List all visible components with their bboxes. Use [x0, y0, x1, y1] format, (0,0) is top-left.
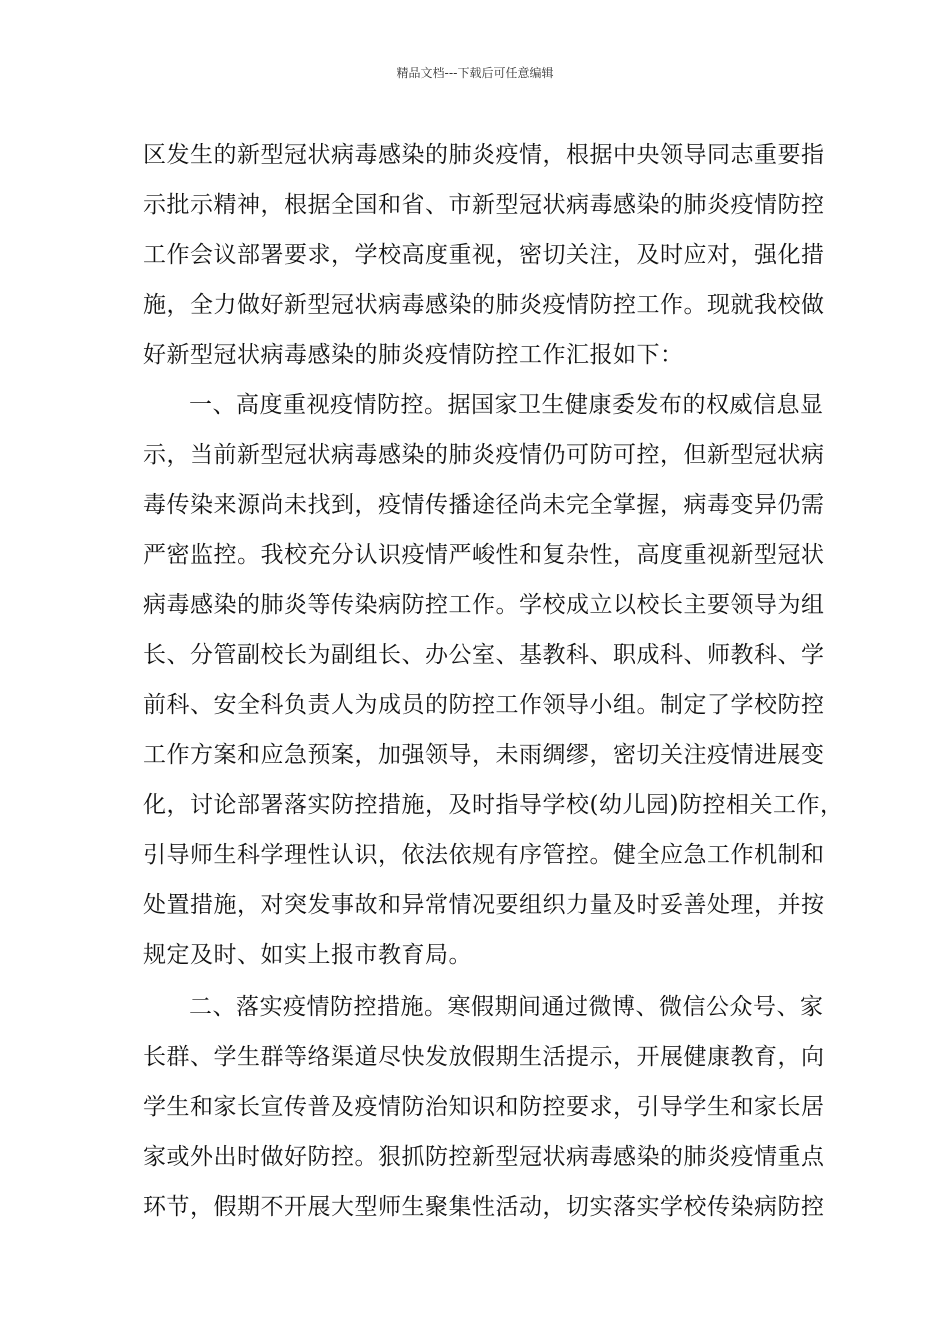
text-line: 二、落实疫情防控措施。寒假期间通过微博、微信公众号、家	[189, 994, 824, 1020]
text-line: 工作方案和应急预案，加强领导，未雨绸缪，密切关注疫情进展变	[143, 742, 825, 768]
page-header: 精品文档---下载后可任意编辑	[396, 66, 554, 80]
text-line: 学生和家长宣传普及疫情防治知识和防控要求，引导学生和家长居	[143, 1094, 825, 1120]
paragraph-intro	[143, 130, 825, 380]
text-line: 病毒感染的肺炎等传染病防控工作。学校成立以校长主要领导为组	[143, 592, 825, 618]
document-body	[143, 130, 844, 1232]
text-line: 环节，假期不开展大型师生聚集性活动，切实落实学校传染病防控	[143, 1194, 825, 1220]
text-line: 施，全力做好新型冠状病毒感染的肺炎疫情防控工作。现就我校做	[143, 292, 825, 318]
text-line: 一、高度重视疫情防控。据国家卫生健康委发布的权威信息显	[189, 392, 824, 418]
text-line: 工作会议部署要求，学校高度重视，密切关注，及时应对，强化措	[143, 242, 825, 268]
text-line: 好新型冠状病毒感染的肺炎疫情防控工作汇报如下：	[143, 342, 684, 368]
text-line: 严密监控。我校充分认识疫情严峻性和复杂性，高度重视新型冠状	[143, 542, 825, 568]
paragraph-section-1	[143, 380, 844, 980]
text-line: 区发生的新型冠状病毒感染的肺炎疫情，根据中央领导同志重要指	[143, 142, 825, 168]
text-line: 家或外出时做好防控。狠抓防控新型冠状病毒感染的肺炎疫情重点	[143, 1144, 825, 1170]
text-line: 规定及时、如实上报市教育局。	[143, 942, 472, 968]
text-line: 处置措施，对突发事故和异常情况要组织力量及时妥善处理，并按	[143, 892, 825, 918]
paragraph-section-2	[143, 982, 825, 1232]
text-line: 毒传染来源尚未找到，疫情传播途径尚未完全掌握，病毒变异仍需	[143, 492, 825, 518]
text-line: 示批示精神，根据全国和省、市新型冠状病毒感染的肺炎疫情防控	[143, 192, 825, 218]
text-line: 引导师生科学理性认识，依法依规有序管控。健全应急工作机制和	[143, 842, 825, 868]
text-line: 前科、安全科负责人为成员的防控工作领导小组。制定了学校防控	[143, 692, 825, 718]
text-line: 化，讨论部署落实防控措施，及时指导学校(幼儿园)防控相关工作，	[143, 792, 844, 818]
text-line: 长、分管副校长为副组长、办公室、基教科、职成科、师教科、学	[143, 642, 825, 668]
text-line: 示，当前新型冠状病毒感染的肺炎疫情仍可防可控，但新型冠状病	[143, 442, 825, 468]
text-line: 长群、学生群等络渠道尽快发放假期生活提示，开展健康教育，向	[143, 1044, 825, 1070]
